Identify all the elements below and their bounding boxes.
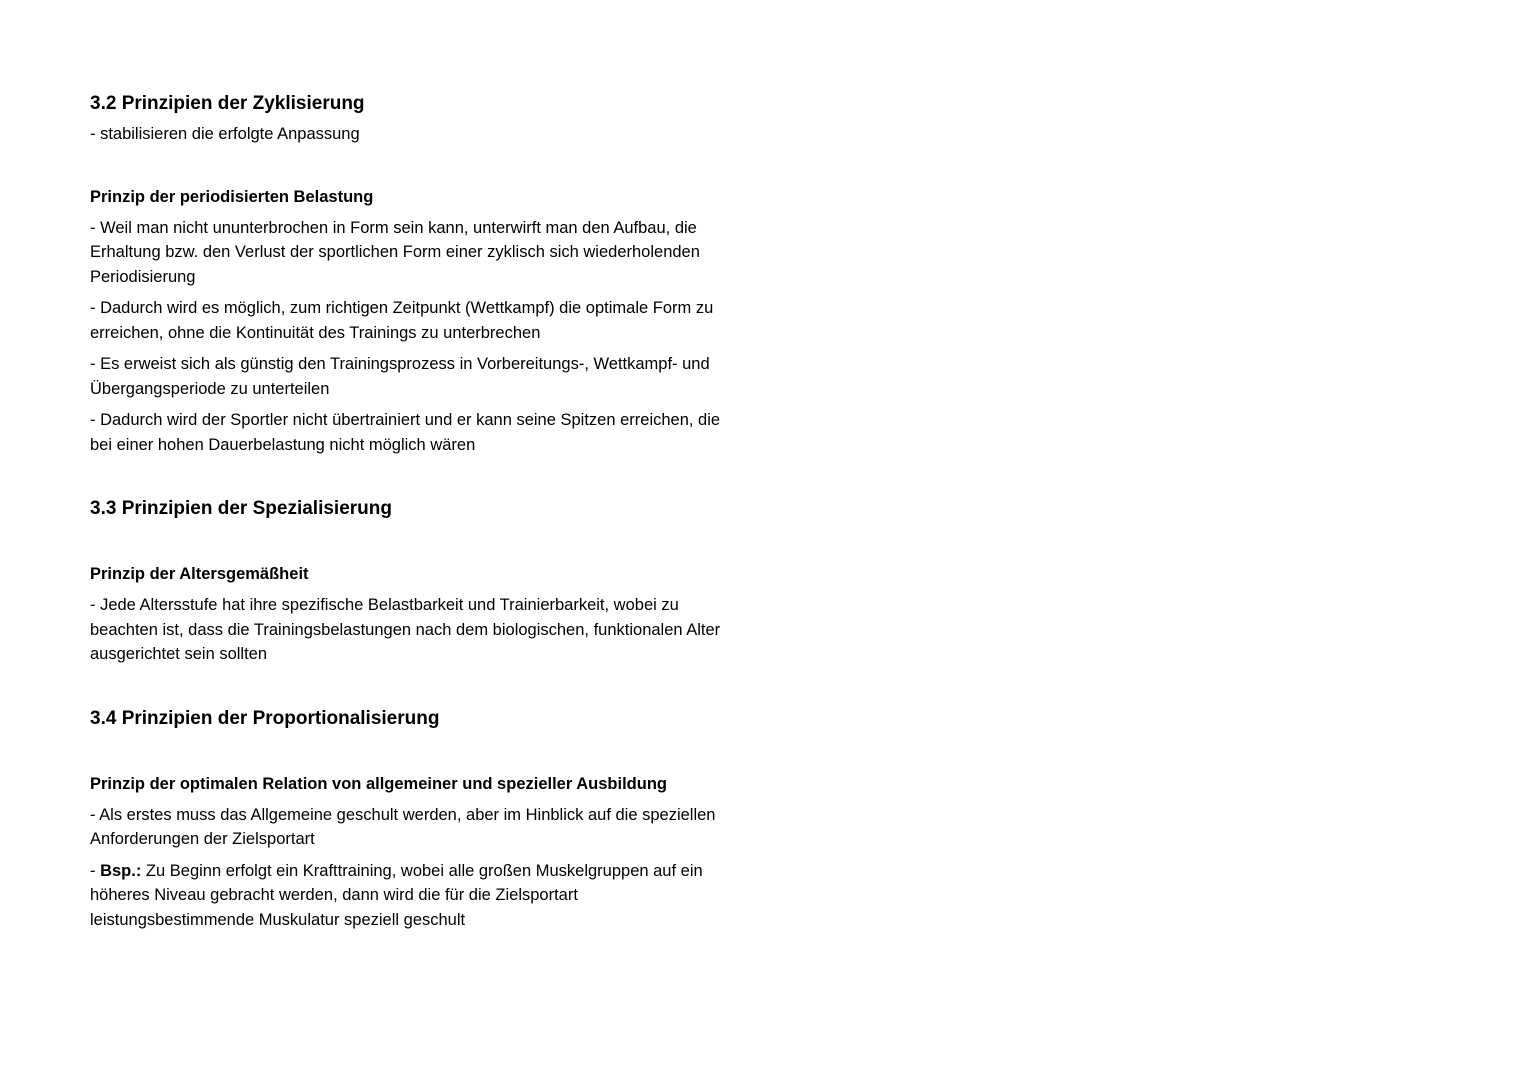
principle-title-altersgemaessheit: Prinzip der Altersgemäßheit — [90, 565, 309, 583]
principle-paragraph: - Dadurch wird der Sportler nicht übertrainiert und er kann seine Spitzen erreichen, die bei einer hohen Dauerbelastung nicht möglich wären — [90, 411, 721, 454]
section-heading-3-3: 3.3 Prinzipien der Spezialisierung — [90, 498, 392, 519]
principle-title-optimale-relation: Prinzip der optimalen Relation von allgemeiner und spezieller Ausbildung — [90, 774, 667, 793]
principle-paragraph: - Dadurch wird es möglich, zum richtigen Zeitpunkt (Wettkampf) die optimale Form zu erreichen, ohne die Kontinuität des Trainings zu unterbrechen — [90, 299, 714, 342]
principle-paragraph: - Als erstes muss das Allgemeine geschult werden, aber im Hinblick auf die speziellen Anforderungen der Zielsportart — [90, 805, 716, 848]
example-text: Zu Beginn erfolgt ein Krafttraining, wobei alle großen Muskelgruppen auf ein höheres Niveau gebracht werden, dann wird die für die Zielsportart leistungsbestimmende Muskulatur speziell geschult — [90, 861, 703, 929]
principle-paragraph: - Weil man nicht ununterbrochen in Form sein kann, unterwirft man den Aufbau, die Erhaltung bzw. den Verlust der sportlichen Form einer zyklisch sich wiederholenden Periodisierung — [90, 218, 700, 286]
example-paragraph — [90, 859, 740, 933]
section-intro: - stabilisieren die erfolgte Anpassung — [90, 125, 360, 143]
principle-paragraph: - Jede Altersstufe hat ihre spezifische Belastbarkeit und Trainierbarkeit, wobei zu beachten ist, dass die Trainingsbelastungen nach dem biologischen, funktionalen Alter ausgerichtet sein sollten — [90, 596, 721, 663]
example-prefix: - — [90, 861, 101, 880]
section-heading-3-2: 3.2 Prinzipien der Zyklisierung — [90, 93, 365, 114]
document-content — [90, 92, 740, 932]
section-heading-3-4: 3.4 Prinzipien der Proportionalisierung — [90, 707, 440, 729]
principle-title-periodisierte-belastung: Prinzip der periodisierten Belastung — [90, 187, 374, 206]
example-label: Bsp.: — [100, 861, 142, 880]
principle-paragraph: - Es erweist sich als günstig den Trainingsprozess in Vorbereitungs-, Wettkampf- und Übergangsperiode zu unterteilen — [90, 355, 710, 398]
